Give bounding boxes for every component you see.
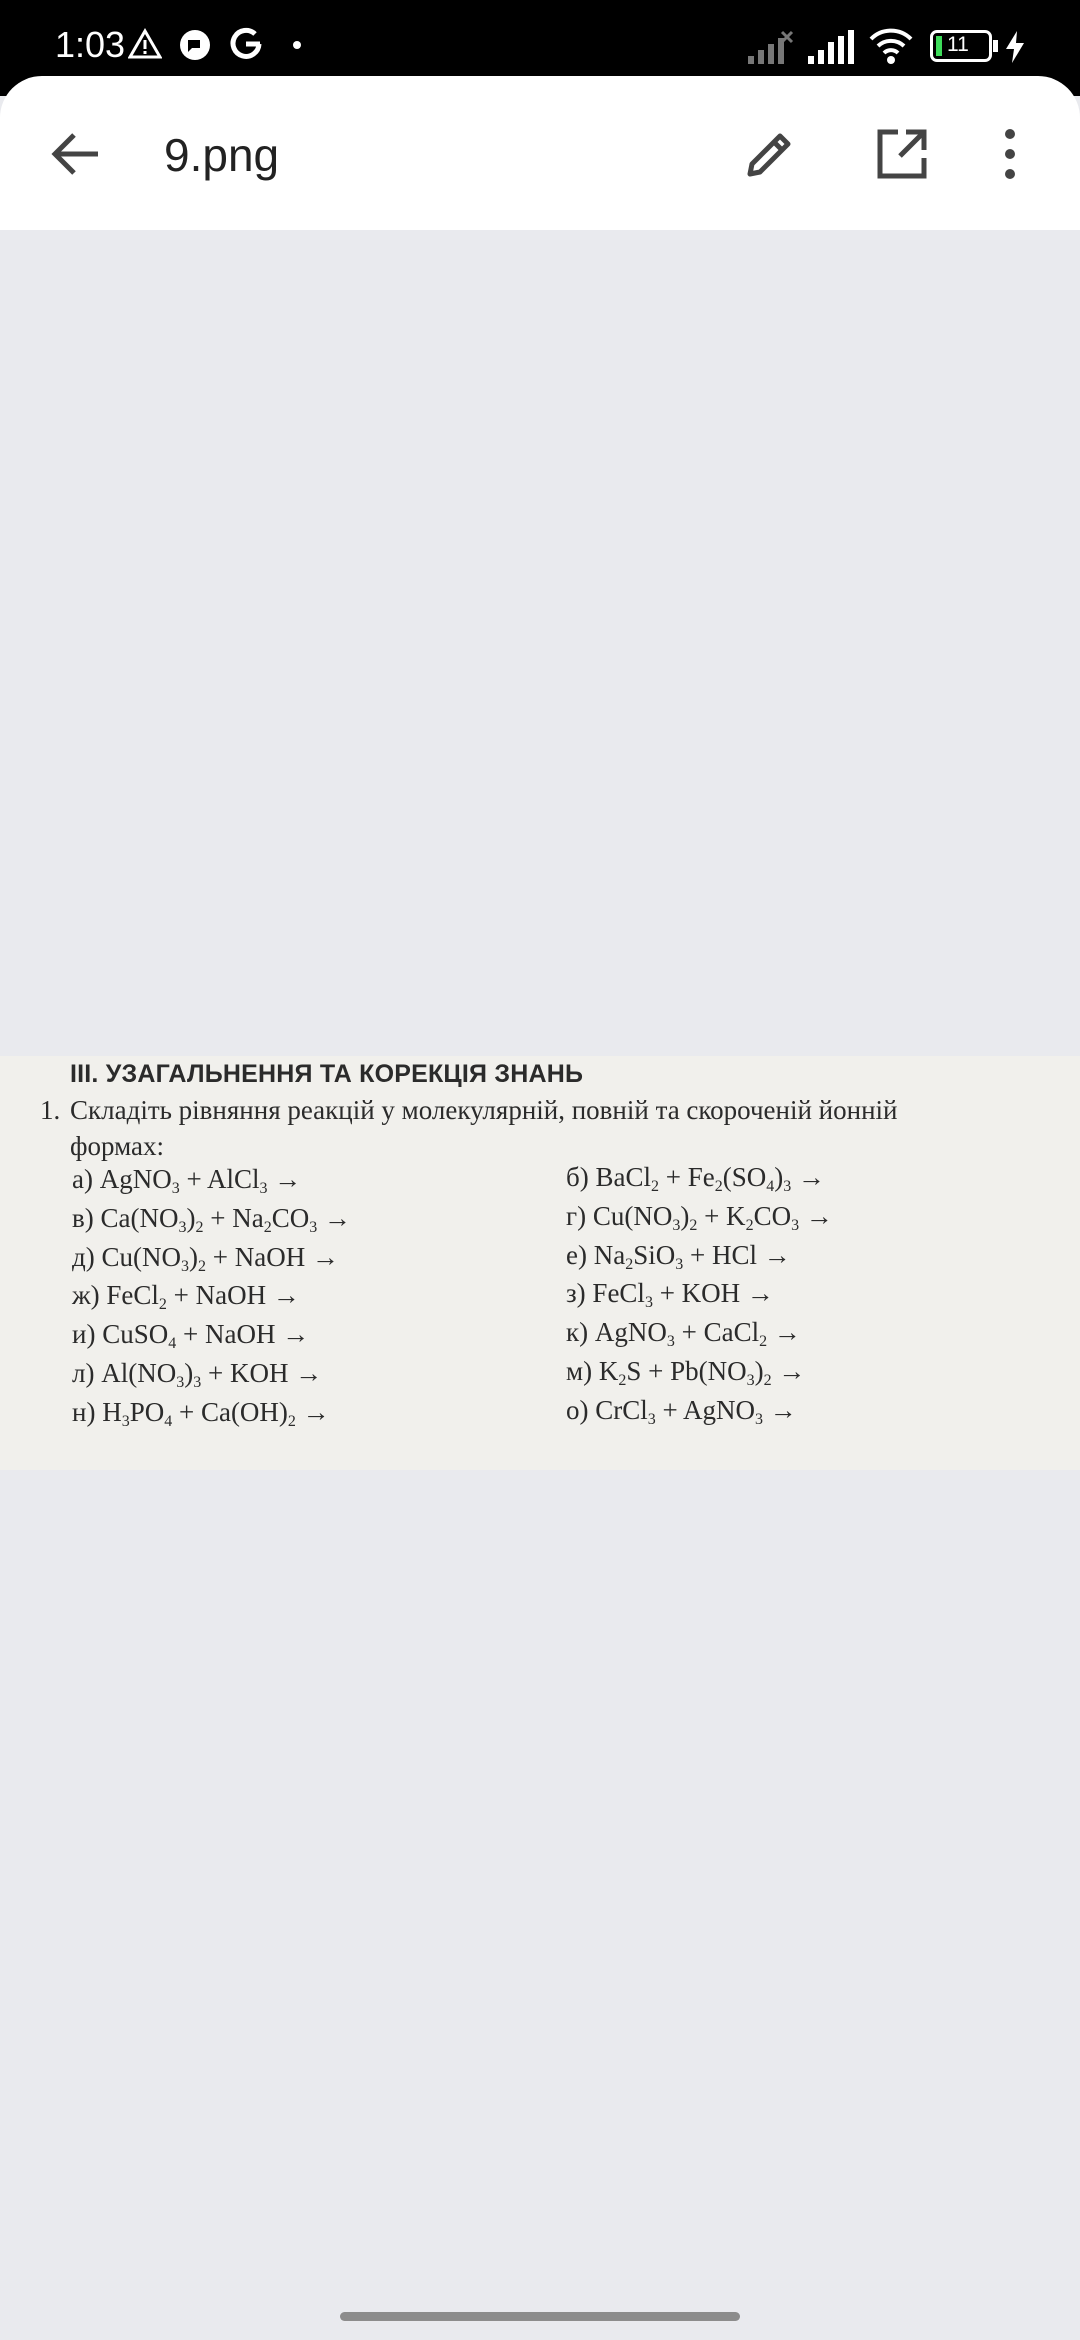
equation-k: к) AgNO$_3$ + CaCl$_2$ → (566, 1317, 801, 1350)
more-options-button[interactable] (982, 118, 1038, 190)
equation-m: м) $K_2S + Pb(NO_3)_2$ → (566, 1356, 806, 1389)
battery-icon (930, 30, 992, 62)
google-icon (228, 26, 264, 62)
equation-zh: ж) FeCl$_2$ + NaOH → (72, 1280, 300, 1313)
equation-b: б) BaCl$_2$ + $Fe_2(SO_4)_3$ → (566, 1162, 825, 1195)
signal-icon (806, 28, 856, 66)
home-indicator[interactable] (340, 2312, 740, 2321)
signal-off-icon (746, 28, 794, 66)
section-heading: III. УЗАГАЛЬНЕННЯ ТА КОРЕКЦІЯ ЗНАНЬ (70, 1060, 584, 1088)
battery-level: 11 (947, 33, 969, 56)
equation-y: и) CuSO$_4$ + NaOH → (72, 1319, 310, 1352)
back-button[interactable] (40, 118, 112, 190)
wifi-icon (868, 26, 914, 66)
equation-h: г) $Cu(NO_3)_2 + K_2CO_3$ → (566, 1201, 833, 1234)
file-title: 9.png (164, 129, 280, 181)
equation-l: л) $Al(NO_3)_3$ + KOH → (72, 1358, 323, 1391)
app-bar (0, 76, 1080, 230)
task-text-line: Складіть рівняння реакцій у молекулярній, повній та скороченій йонній (70, 1095, 898, 1125)
charging-icon (1004, 30, 1026, 64)
equation-e: е) $Na_2SiO_3$ + HCl → (566, 1240, 791, 1273)
document-image (0, 1056, 1080, 1470)
task-text-line: формах: (70, 1131, 164, 1161)
open-external-button[interactable] (866, 118, 938, 190)
task-number: 1. (40, 1095, 61, 1125)
equation-d: д) $Cu(NO_3)_2$ + NaOH → (72, 1242, 339, 1275)
equation-o: о) CrCl$_3$ + AgNO$_3$ → (566, 1395, 797, 1428)
equation-n: н) $H_3PO_4 + Ca(OH)_2$ → (72, 1397, 330, 1430)
warning-icon (128, 28, 162, 60)
edit-button[interactable] (734, 118, 806, 190)
open-external-icon (874, 126, 930, 182)
equation-a: а) AgNO$_3$ + AlCl$_3$ → (72, 1164, 302, 1197)
pencil-icon (742, 126, 798, 182)
message-icon (178, 28, 212, 62)
dot-icon (292, 40, 302, 50)
arrow-left-icon (50, 131, 102, 177)
equation-v: в) $Ca(NO_3)_2 + Na_2CO_3$ → (72, 1203, 351, 1236)
equation-z: з) FeCl$_3$ + KOH → (566, 1278, 774, 1311)
more-vert-icon (1003, 128, 1017, 180)
status-time: 1:03 (55, 24, 126, 65)
